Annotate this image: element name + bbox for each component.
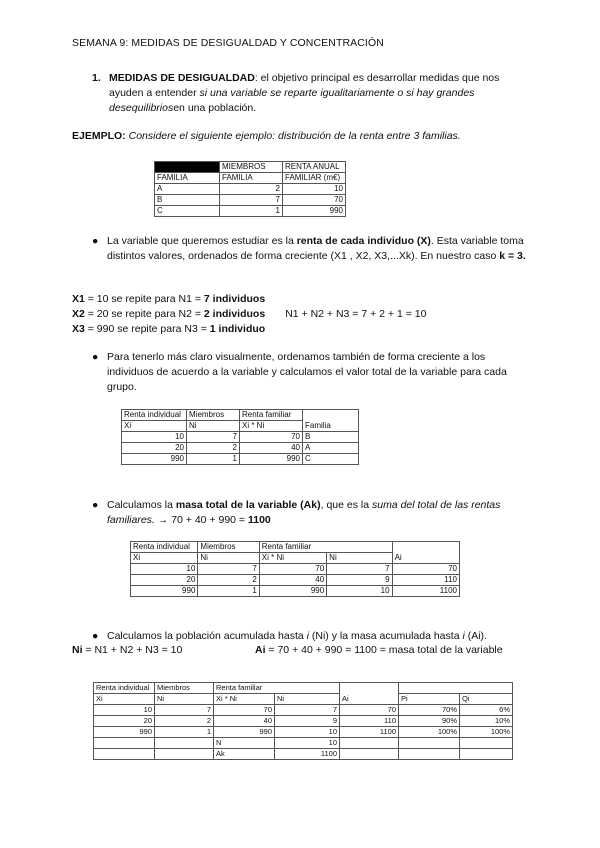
table-cell: 2: [155, 716, 214, 727]
text-segment: X1: [72, 293, 85, 305]
text-segment: 7 individuos: [203, 293, 266, 305]
table-cell: Xi * Ni: [214, 694, 275, 705]
table-cell: Ni: [155, 694, 214, 705]
table-cell: 70: [283, 195, 346, 206]
table-row: [122, 454, 359, 465]
table-cell: Miembros: [155, 683, 214, 694]
text-segment: Ai: [255, 644, 266, 656]
table-cell: B: [303, 432, 359, 443]
table-cell: Ai: [340, 694, 399, 705]
table-cell: [460, 749, 513, 760]
table-cell: 70: [392, 564, 459, 575]
table-cell: 10: [327, 586, 392, 597]
table-cell: Ak: [214, 749, 275, 760]
table-cell: 990: [259, 586, 326, 597]
table-cell: Renta familiar: [240, 410, 303, 421]
table-cell: [399, 683, 513, 694]
table-cell: Miembros: [187, 410, 240, 421]
table-cell: [392, 542, 459, 553]
table-cell: 6%: [460, 705, 513, 716]
text-segment: → 70 + 40 + 990 =: [154, 514, 248, 526]
table-cell: Renta familiar: [259, 542, 392, 553]
table-cell: Renta individual: [94, 683, 155, 694]
text-segment: La variable que queremos estudiar es la: [107, 235, 297, 247]
table-cell: 90%: [399, 716, 460, 727]
x-values: [72, 292, 426, 337]
table-cell: Xi: [131, 553, 198, 564]
table-cell: Xi: [94, 694, 155, 705]
table-row: [131, 575, 460, 586]
table-row: [155, 184, 346, 195]
table-cell: C: [155, 206, 220, 217]
text-segment: masa total de la variable (Ak): [175, 499, 321, 511]
x-line: [72, 292, 426, 307]
table-cell: Renta familiar: [214, 683, 340, 694]
ni-line: [72, 644, 182, 656]
page-header: SEMANA 9: MEDIDAS DE DESIGUALDAD Y CONCENTRACIÓN: [72, 37, 384, 49]
bullet-2: ● Para tenerlo más claro visualmente, ordenamos también de forma creciente a los individuos de acuerdo a la variable y calculamos el valor total de la variable para cada grupo.: [92, 350, 532, 395]
table-cell: FAMILIA: [155, 173, 220, 184]
table-cell: Ni: [275, 694, 340, 705]
table-cell: 2: [220, 184, 283, 195]
table-cell: 70: [340, 705, 399, 716]
table-mass: [130, 541, 460, 597]
example-text: Considere el siguiente ejemplo: distribución de la renta entre 3 familias.: [128, 130, 461, 142]
table-cell: 2: [187, 443, 240, 454]
table-cell: Renta individual: [131, 542, 198, 553]
table-cell: 9: [275, 716, 340, 727]
table-cell: 20: [131, 575, 198, 586]
table-cell: 7: [198, 564, 259, 575]
table-cell: 1: [187, 454, 240, 465]
table-cell: FAMILIA: [220, 173, 283, 184]
table-cell: 10: [275, 727, 340, 738]
table-cell: 990: [94, 727, 155, 738]
text-segment: . Esta variable toma distintos valores, ordenados de forma creciente (X1 , X2, X3,...Xk). En nuestro caso: [107, 235, 524, 262]
section-text: : el objetivo principal es desarrollar medidas que nos ayuden a entender: [109, 72, 500, 99]
table-cell: A: [303, 443, 359, 454]
table-cell: 7: [155, 705, 214, 716]
table-cell: 1: [198, 586, 259, 597]
section-1: [92, 71, 532, 116]
table-row: [94, 749, 513, 760]
text-segment: 1 individuo: [209, 323, 266, 335]
text-segment: = 10 se repite para N1 =: [84, 293, 204, 305]
table-row: [94, 705, 513, 716]
table-cell: 10: [131, 564, 198, 575]
table-groups: [121, 409, 359, 465]
table-cell: 70: [214, 705, 275, 716]
text-segment: i: [306, 630, 309, 642]
table-row: [94, 716, 513, 727]
x-line: [72, 307, 426, 322]
table-cell: [399, 749, 460, 760]
text-segment: Calculamos la población acumulada hasta: [107, 630, 307, 642]
table-cell: 10: [94, 705, 155, 716]
table-cell: 7: [275, 705, 340, 716]
table-cell: [340, 683, 399, 694]
table-cell: 10: [283, 184, 346, 195]
table-cell: Xi * Ni: [240, 421, 303, 432]
table-cell: Ni: [327, 553, 392, 564]
text-segment: = 990 se repite para N3 =: [84, 323, 210, 335]
table-cell: 9: [327, 575, 392, 586]
table-cell: 1: [155, 727, 214, 738]
table-cell: [155, 162, 220, 173]
table-cell: [399, 738, 460, 749]
table-cell: Xi: [122, 421, 187, 432]
table-cell: N: [214, 738, 275, 749]
table-cell: [94, 738, 155, 749]
text-segment: 1100: [247, 514, 271, 526]
section-italic: si una variable se reparte igualitariamente o si hay grandes desequilibrios: [109, 87, 475, 114]
text-segment: X3: [72, 323, 85, 335]
table-cell: Qi: [460, 694, 513, 705]
text-segment: Ni: [72, 644, 83, 656]
section-title: MEDIDAS DE DESIGUALDAD: [109, 72, 255, 84]
text-segment: 2 individuos: [203, 308, 266, 320]
table-cell: [94, 749, 155, 760]
table-cell: 10: [122, 432, 187, 443]
table-cell: [155, 749, 214, 760]
table-cell: A: [155, 184, 220, 195]
x-line: [72, 322, 426, 337]
table-cell: [460, 738, 513, 749]
table-row: [122, 432, 359, 443]
table-row: [131, 586, 460, 597]
text-segment: Para tenerlo más claro visualmente, ordenamos también de forma creciente a los individuos de acuerdo a la variable y calculamos el valor total de la variable para cada grupo.: [107, 351, 507, 393]
table-cell: MIEMBROS: [220, 162, 283, 173]
ai-line: [255, 644, 503, 656]
text-segment: Calculamos la: [107, 499, 176, 511]
table-cell: C: [303, 454, 359, 465]
table-cell: 7: [220, 195, 283, 206]
text-segment: = 70 + 40 + 990 = 1100 = masa total de la variable: [265, 644, 503, 656]
table-cell: [340, 749, 399, 760]
text-segment: = N1 + N2 + N3 = 10: [82, 644, 183, 656]
table-cell: B: [155, 195, 220, 206]
table-cell: 2: [198, 575, 259, 586]
table-row: [155, 206, 346, 217]
text-segment: X2: [72, 308, 85, 320]
section-text-end: en una población.: [173, 102, 257, 114]
text-segment: = 20 se repite para N2 =: [84, 308, 204, 320]
table-cell: 70%: [399, 705, 460, 716]
table-cell: 990: [283, 206, 346, 217]
table-cell: 20: [122, 443, 187, 454]
text-segment: k = 3.: [499, 250, 526, 262]
table-cell: 10%: [460, 716, 513, 727]
table-cell: 40: [214, 716, 275, 727]
section-number: 1.: [92, 72, 101, 84]
table-cell: [303, 410, 359, 421]
text-segment: (Ai).: [464, 630, 487, 642]
table-cell: 1100: [340, 727, 399, 738]
text-segment: renta de cada individuo (X): [296, 235, 431, 247]
table-cell: 10: [275, 738, 340, 749]
table-cell: 990: [131, 586, 198, 597]
table-cell: 1: [220, 206, 283, 217]
table-cell: 70: [240, 432, 303, 443]
table-families: [154, 161, 346, 217]
table-cell: 990: [214, 727, 275, 738]
table-cell: Ai: [392, 553, 459, 564]
table-cell: Miembros: [198, 542, 259, 553]
table-row: [131, 564, 460, 575]
table-cell: 40: [259, 575, 326, 586]
text-segment: suma del total de las rentas familiares.: [107, 499, 501, 526]
table-cell: Familia: [303, 421, 359, 432]
table-cell: Pi: [399, 694, 460, 705]
text-segment: (Ni) y la masa acumulada hasta: [308, 630, 463, 642]
table-cell: 100%: [399, 727, 460, 738]
table-cell: 7: [327, 564, 392, 575]
table-cell: 100%: [460, 727, 513, 738]
table-cell: [340, 738, 399, 749]
table-cell: Renta individual: [122, 410, 187, 421]
table-cell: FAMILIAR (m€): [283, 173, 346, 184]
table-cell: 1100: [275, 749, 340, 760]
bullet-1: ● La variable que queremos estudiar es la renta de cada individuo (X). Esta variable toma distintos valores, ordenados de forma creciente (X1 , X2, X3,...Xk). En nuestro caso k = 3.: [92, 235, 526, 262]
table-cell: 110: [340, 716, 399, 727]
table-row: [94, 727, 513, 738]
table-row: [155, 195, 346, 206]
table-row: [94, 738, 513, 749]
table-cell: 990: [240, 454, 303, 465]
table-cell: Xi * Ni: [259, 553, 326, 564]
text-segment: , que es la: [320, 499, 372, 511]
table-cell: 7: [187, 432, 240, 443]
table-cell: 110: [392, 575, 459, 586]
table-cell: 990: [122, 454, 187, 465]
table-cell: [155, 738, 214, 749]
text-segment: i: [462, 630, 465, 642]
table-cell: 1100: [392, 586, 459, 597]
table-cell: 70: [259, 564, 326, 575]
table-cell: 20: [94, 716, 155, 727]
table-cell: RENTA ANUAL: [283, 162, 346, 173]
example-label: EJEMPLO:: [72, 130, 126, 142]
text-segment: N1 + N2 + N3 = 7 + 2 + 1 = 10: [285, 308, 427, 320]
table-cell: 40: [240, 443, 303, 454]
bullet-3: ● Calculamos la masa total de la variable (Ak), que es la suma del total de las rentas familiares. → 70 + 40 + 990 = 1100: [92, 499, 501, 526]
table-accumulated: [93, 682, 513, 760]
bullet-4: ● Calculamos la población acumulada hasta i (Ni) y la masa acumulada hasta i (Ai).: [92, 630, 487, 642]
example-line: [72, 130, 461, 142]
table-row: [122, 443, 359, 454]
table-cell: Ni: [198, 553, 259, 564]
table-cell: Ni: [187, 421, 240, 432]
